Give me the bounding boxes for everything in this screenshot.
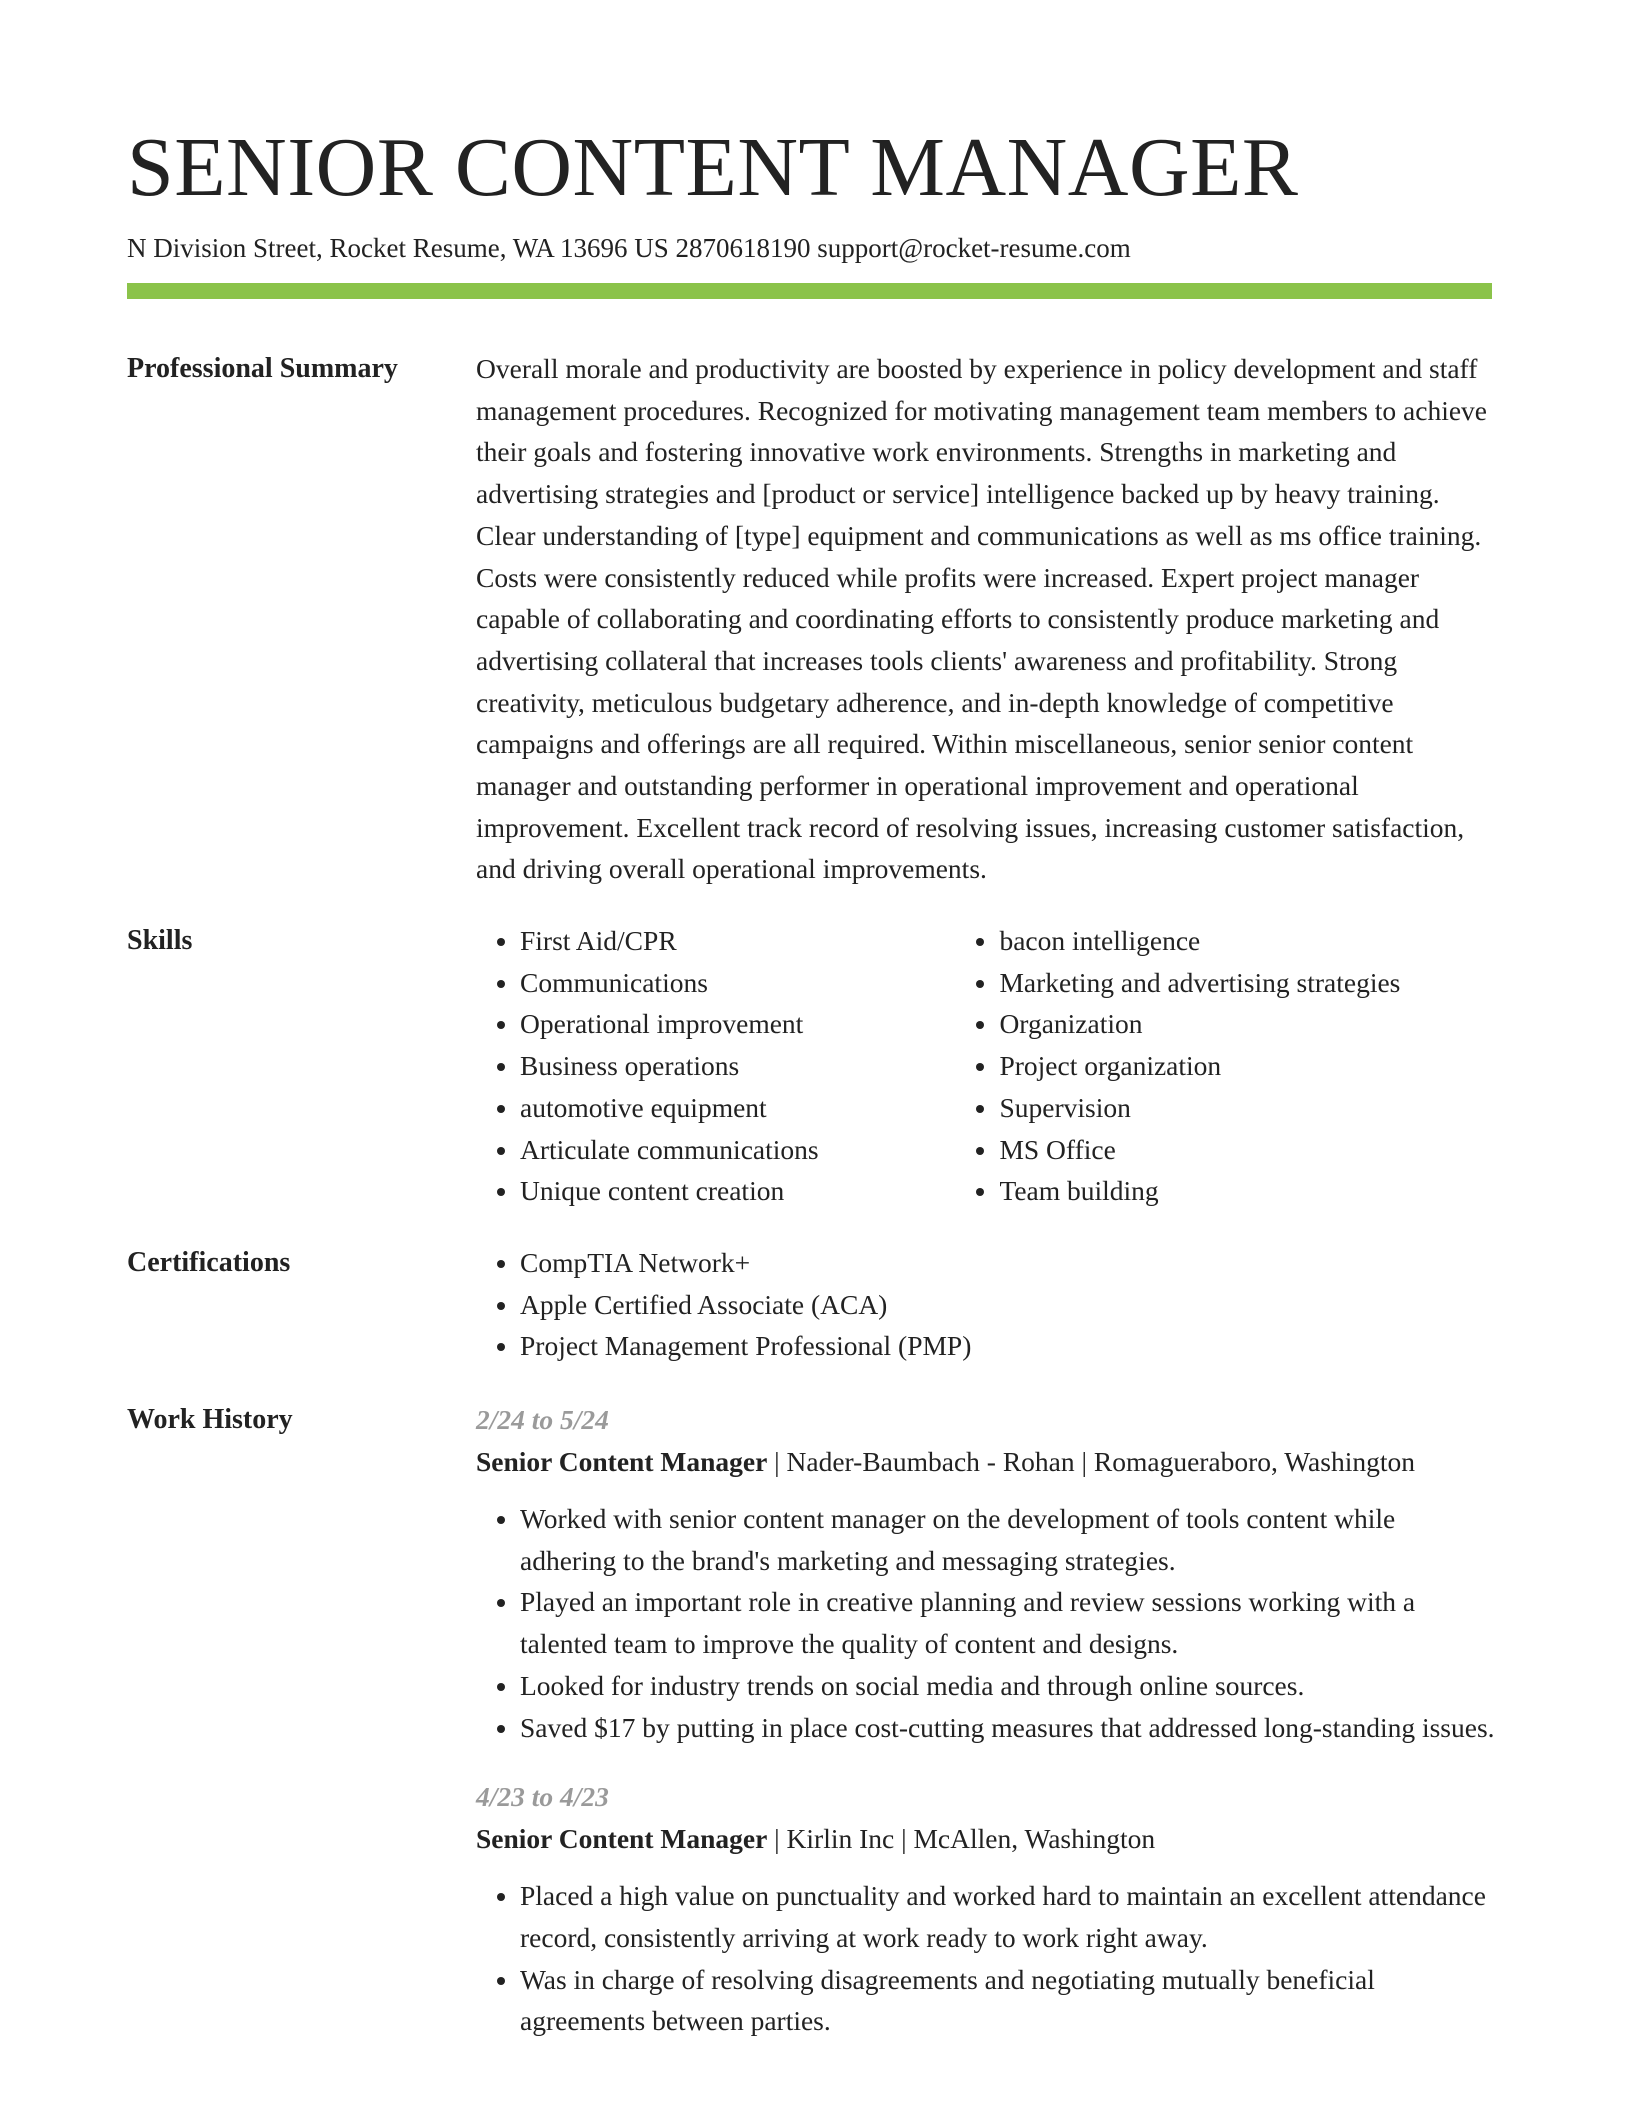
skill-item: • MS Office <box>999 1129 1496 1171</box>
summary-body <box>476 348 1496 890</box>
section-label-certifications: Certifications <box>127 1247 291 1278</box>
job-bullet: • Placed a high value on punctuality and worked hard to maintain an excellent attendance record, consistently arriving at work ready to work right away. <box>520 1875 1496 1958</box>
job-role: Senior Content Manager <box>476 1446 768 1477</box>
section-label-work-history: Work History <box>127 1404 293 1435</box>
job-title-line <box>476 1441 1496 1483</box>
job-bullet: • Saved $17 by putting in place cost-cutting measures that addressed long-standing issues. <box>520 1707 1496 1749</box>
job-bullet: • Worked with senior content manager on the development of tools content while adhering to the brand's marketing and messaging strategies. <box>520 1498 1496 1581</box>
job-bullet: • Looked for industry trends on social media and through online sources. <box>520 1665 1496 1707</box>
job-bullets <box>476 1875 1496 2042</box>
page-title: SENIOR CONTENT MANAGER <box>127 121 1299 214</box>
work-history-body <box>476 1399 1496 2042</box>
skill-item: • Business operations <box>520 1045 955 1087</box>
job-dates: 2/24 to 5/24 <box>476 1404 609 1435</box>
skills-list-right <box>955 920 1496 1212</box>
job-bullet: • Was in charge of resolving disagreements and negotiating mutually beneficial agreements between parties. <box>520 1959 1496 2042</box>
job-role: Senior Content Manager <box>476 1823 768 1855</box>
accent-divider <box>127 283 1492 299</box>
skill-item: • automotive equipment <box>520 1087 955 1129</box>
summary-text: Overall morale and productivity are boosted by experience in policy development and staff management procedures. Recognized for motivating management team members to achieve their goals and fostering innovative work environments. Strengths in marketing and advertising strategies and [product or service] intelligence backed up by heavy training. Clear understanding of [type] equipment and communications as well as ms office training. Costs were consistently reduced while profits were increased. Expert project manager capable of collaborating and coordinating efforts to consistently produce marketing and advertising collateral that increases tools clients' awareness and profitability. Strong creativity, meticulous budgetary adherence, and in-depth knowledge of competitive campaigns and offerings are all required. Within miscellaneous, senior senior content manager and outstanding performer in operational improvement and operational improvement. Excellent track record of resolving issues, increasing customer satisfaction, and driving overall operational improvements. <box>476 353 1488 885</box>
skill-item: • Communications <box>520 962 955 1004</box>
skill-item: • Unique content creation <box>520 1170 955 1212</box>
job-employer-location: | Nader-Baumbach - Rohan | Romagueraboro, Washington <box>767 1446 1415 1477</box>
skill-item: • Project organization <box>999 1045 1496 1087</box>
section-label-summary: Professional Summary <box>127 353 398 384</box>
certification-item: • Apple Certified Associate (ACA) <box>520 1284 1496 1326</box>
job-entry <box>476 1399 1496 1748</box>
contact-line: N Division Street, Rocket Resume, WA 13696 US 2870618190 support@rocket-resume.com <box>127 233 1131 263</box>
skill-item: • bacon intelligence <box>999 920 1496 962</box>
section-label-skills: Skills <box>127 925 193 956</box>
certifications-list <box>476 1242 1496 1367</box>
job-title-line <box>476 1818 1496 1860</box>
skill-item: • Supervision <box>999 1087 1496 1129</box>
job-bullet: • Played an important role in creative planning and review sessions working with a talented team to improve the quality of content and designs. <box>520 1581 1496 1664</box>
job-employer-location: | Kirlin Inc | McAllen, Washington <box>767 1823 1156 1855</box>
job-entry <box>476 1776 1496 2042</box>
certification-item: • CompTIA Network+ <box>520 1242 1496 1284</box>
certification-item: • Project Management Professional (PMP) <box>520 1325 1496 1367</box>
skill-item: • Marketing and advertising strategies <box>999 962 1496 1004</box>
skills-body <box>476 920 1496 1212</box>
job-dates: 4/23 to 4/23 <box>476 1781 609 1813</box>
skill-item: • Team building <box>999 1170 1496 1212</box>
skill-item: • Articulate communications <box>520 1129 955 1171</box>
job-bullets <box>476 1498 1496 1748</box>
skill-item: • First Aid/CPR <box>520 920 955 962</box>
skills-list-left <box>476 920 955 1212</box>
skill-item: • Organization <box>999 1003 1496 1045</box>
certifications-body <box>476 1242 1496 1367</box>
skill-item: • Operational improvement <box>520 1003 955 1045</box>
